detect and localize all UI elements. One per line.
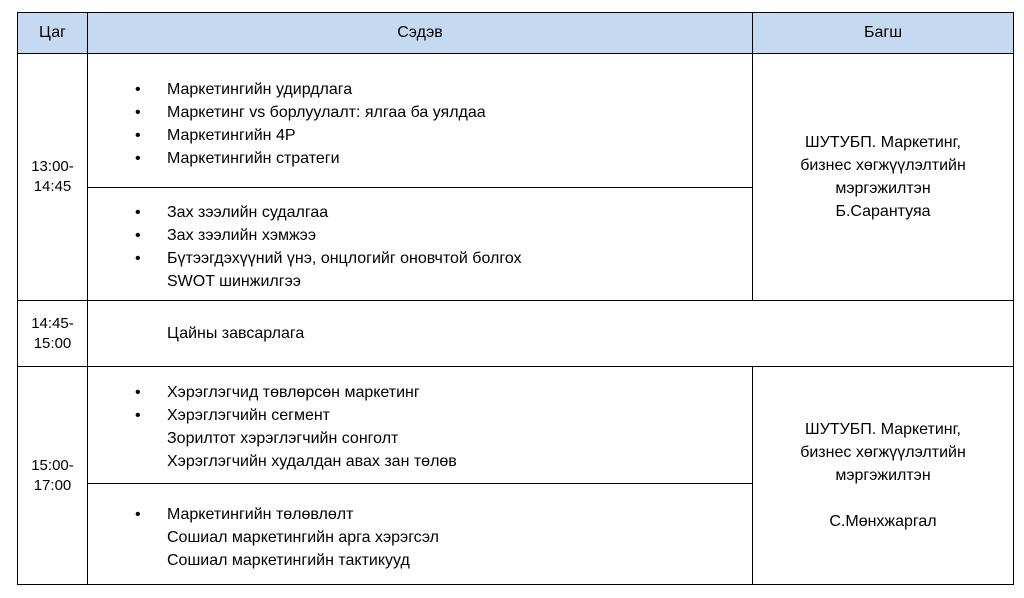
header-time: Цаг: [18, 13, 88, 54]
list-item: Зорилтот хэрэглэгчийн сонголт: [167, 430, 399, 447]
teacher-line: бизнес хөгжүүлэлтийн: [800, 157, 966, 174]
session2-time: [18, 367, 88, 585]
session2-time-start: 15:00-: [31, 456, 74, 474]
teacher-name: Б.Сарантуяа: [835, 203, 931, 220]
list-item: Сошиал маркетингийн арга хэрэгсэл: [167, 529, 440, 546]
schedule-table: [17, 12, 1014, 585]
list-item: SWOT шинжилгээ: [167, 273, 301, 290]
session1-time-end: 14:45: [33, 178, 72, 195]
session2-teacher: [753, 367, 1014, 585]
break-time: [18, 301, 88, 367]
teacher-line: мэргэжилтэн: [835, 180, 931, 197]
list-item: • Маркетингийн удирдлага: [88, 78, 752, 101]
list-item: Хэрэглэгчийн худалдан авах зан төлөв: [167, 453, 457, 470]
teacher-spacer: [753, 487, 1013, 510]
header-topic: Сэдэв: [88, 13, 753, 54]
break-time-end: 15:00: [33, 334, 72, 352]
session2-row1: [18, 367, 1014, 484]
session2-topics-block2: [88, 484, 753, 585]
session1-topics-block1: [88, 54, 753, 188]
teacher-line: бизнес хөгжүүлэлтийн: [800, 444, 966, 461]
session1-teacher: [753, 54, 1014, 301]
break-row: [18, 301, 1014, 367]
session1-time-start: 13:00-: [31, 158, 74, 175]
list-item: • Маркетингийн стратеги: [88, 147, 752, 170]
list-item: • Бүтээгдэхүүний үнэ, онцлогийг оновчтой болгох: [88, 247, 752, 270]
list-item: • Хэрэглэгчид төвлөрсөн маркетинг: [88, 381, 752, 404]
break-cell: [88, 301, 1014, 367]
break-time-start: 14:45-: [31, 314, 74, 332]
break-label: Цайны завсарлага: [167, 325, 305, 342]
list-item: • Зах зээлийн судалгаа: [88, 201, 752, 224]
session1-topics-block2: [88, 188, 753, 301]
teacher-name: С.Мөнхжаргал: [829, 513, 937, 530]
list-item: • Маркетинг vs борлуулалт: ялгаа ба уялдаа: [88, 101, 752, 124]
teacher-line: мэргэжилтэн: [835, 467, 931, 484]
header-row: [18, 13, 1014, 54]
session2-time-end: 17:00: [33, 476, 72, 494]
list-item: • Маркетингийн 4P: [88, 124, 752, 147]
list-item: • Зах зээлийн хэмжээ: [88, 224, 752, 247]
teacher-line: ШУТУБП. Маркетинг,: [805, 134, 961, 151]
session1-row1: [18, 54, 1014, 188]
teacher-line: ШУТУБП. Маркетинг,: [805, 421, 961, 438]
session1-time: [18, 54, 88, 301]
list-item: Сошиал маркетингийн тактикууд: [167, 552, 410, 569]
session2-topics-block1: [88, 367, 753, 484]
list-item: • Маркетингийн төлөвлөлт: [88, 503, 752, 526]
list-item: • Хэрэглэгчийн сегмент: [88, 404, 752, 427]
header-teacher: Багш: [753, 13, 1014, 54]
